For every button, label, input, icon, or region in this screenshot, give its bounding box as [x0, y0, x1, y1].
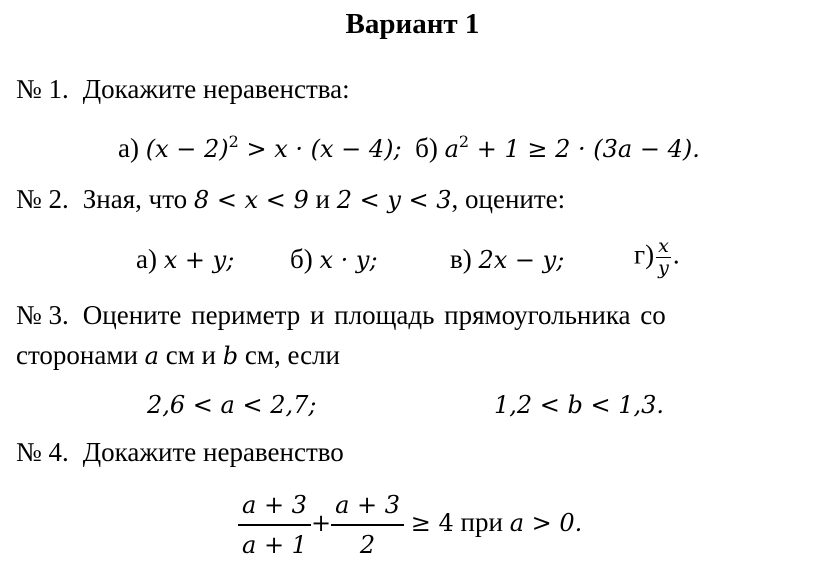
task-4-inequality	[238, 484, 582, 562]
task-2-item-d-tail: .	[672, 239, 680, 270]
task-2-item-c-label: в)	[450, 244, 472, 274]
task-4-fraction-1	[238, 488, 311, 562]
task-2-item-d-fraction	[656, 236, 671, 279]
task-2-item-c	[450, 242, 564, 277]
task-3-line-2	[16, 338, 340, 373]
task-2-item-b-label: б)	[290, 244, 313, 274]
task-3-number: № 3.	[16, 300, 69, 330]
task-2-condition-x: 8 < x < 9	[193, 186, 309, 214]
task-2-item-b-expr: x · y;	[319, 246, 378, 274]
task-1-item-b-rest: + 1 ≥ 2 · (3a − 4).	[469, 135, 700, 163]
task-2-item-a-label: а)	[136, 244, 157, 274]
page-title: Вариант 1	[345, 8, 480, 40]
task-3-unit-2: см, если	[244, 340, 341, 370]
task-3-unit-1: см и	[165, 340, 216, 370]
task-1-number: № 1.	[16, 74, 69, 104]
task-1-heading	[16, 72, 350, 106]
task-2-text-prefix: Зная, что	[82, 184, 188, 214]
task-3-text-line-1: Оцените периметр и площадь прямоугольника со	[82, 300, 666, 330]
task-1-item-a-label: а)	[118, 133, 139, 163]
task-1-item-a-rest: > x · (x − 4);	[238, 135, 402, 163]
fraction-denominator: y	[658, 257, 669, 279]
fraction-numerator: a + 3	[238, 488, 311, 526]
task-2-item-b	[290, 242, 378, 277]
task-2-item-d-label: г)	[634, 239, 655, 270]
task-4-condition: a > 0.	[509, 509, 583, 537]
task-4-number: № 4.	[16, 437, 69, 467]
task-4-plus: +	[310, 509, 332, 537]
task-2-conjunction: и	[315, 184, 330, 214]
task-3-condition-a: 2,6 < a < 2,7;	[147, 391, 317, 419]
task-1-items	[118, 125, 700, 166]
task-1-item-a-exponent: 2	[228, 132, 239, 151]
task-4-rest: ≥ 4	[410, 509, 454, 537]
fraction-denominator: a + 1	[242, 530, 307, 559]
task-2-number: № 2.	[16, 184, 69, 214]
task-1-item-a-expr: (x − 2)	[145, 135, 229, 163]
task-1-text: Докажите неравенства:	[82, 74, 350, 104]
task-3-condition-b: 1,2 < b < 1,3.	[494, 391, 665, 419]
task-3-var-b: b	[222, 342, 239, 370]
task-4-heading	[16, 435, 344, 469]
task-2-item-c-expr: 2x − y;	[478, 246, 565, 274]
task-3-line-1	[16, 298, 666, 332]
task-1-item-b-label: б)	[415, 133, 438, 163]
task-2-item-a	[136, 242, 234, 277]
task-4-text: Докажите неравенство	[82, 437, 344, 467]
fraction-numerator: x	[656, 236, 671, 258]
fraction-numerator: a + 3	[331, 488, 404, 526]
task-2-heading	[16, 182, 565, 217]
task-1-item-b-base: a	[444, 135, 459, 163]
task-3-text-line-2: сторонами	[16, 340, 138, 370]
task-2-item-a-expr: x + y;	[163, 246, 235, 274]
task-2-item-d	[634, 236, 680, 279]
task-4-condition-word: при	[460, 507, 503, 537]
task-2-condition-y: 2 < y < 3	[336, 186, 452, 214]
task-1-item-b-exponent: 2	[458, 132, 470, 151]
task-2-text-suffix: , оцените:	[451, 184, 566, 214]
task-4-fraction-2	[331, 488, 404, 562]
fraction-denominator: 2	[359, 530, 376, 559]
task-3-var-a: a	[144, 342, 159, 370]
